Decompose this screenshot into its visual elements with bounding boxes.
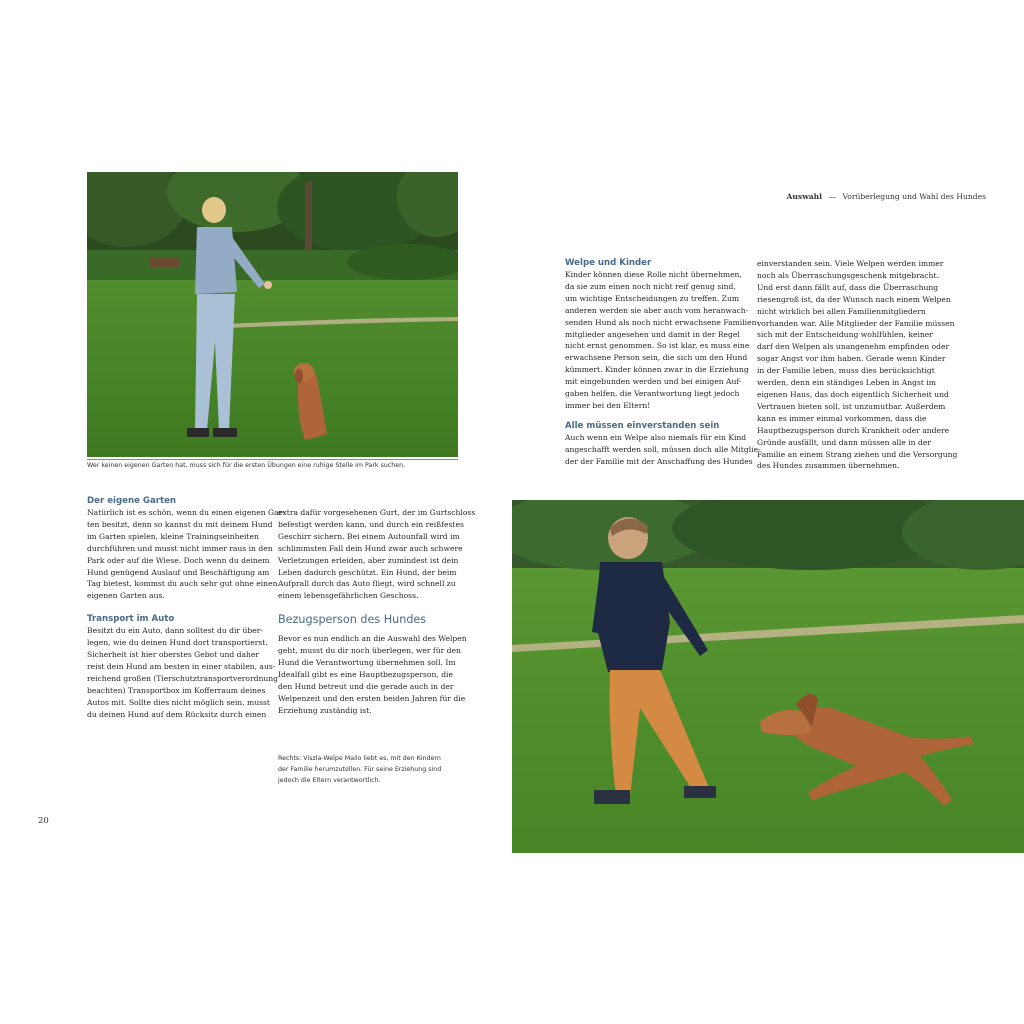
heading-welpe-und-kinder: Welpe und Kinder [565, 258, 652, 268]
text-line: Familie an einem Strang ziehen und die Versorgung [757, 449, 958, 459]
text-line: riesengroß ist, da der Wunsch nach einem Welpen [757, 294, 951, 304]
text-line: Gründe ausfällt, und dann müssen alle in der [757, 437, 931, 447]
text-line: beachten) Transportbox im Kofferraum deines [87, 685, 266, 695]
text-line: ten besitzt, denn so kannst du mit deinem Hund [87, 519, 273, 529]
text-line: Idealfall gibt es eine Hauptbezugsperson, die [278, 669, 453, 679]
text-line: befestigt werden kann, und durch ein reißfestes [278, 519, 464, 529]
text-line: Tag bietest, kommst du auch sehr gut ohne einen [87, 579, 278, 589]
text-line: Aufprall durch das Auto fliegt, wird schnell zu [278, 579, 456, 589]
text-line: Hauptbezugsperson durch Krankheit oder andere [757, 425, 950, 435]
text-line: Hund die Verantwortung übernehmen soll. Im [278, 658, 456, 668]
heading-der-eigene-garten: Der eigene Garten [87, 496, 177, 506]
heading-alle-muessen-einverstanden-sein: Alle müssen einverstanden sein [565, 420, 720, 431]
column-middle [278, 507, 476, 786]
text-line: Bevor es nun endlich an die Auswahl des Welpen [278, 634, 467, 644]
text-einverstanden-continued [757, 258, 957, 472]
text-line: da sie zum einen noch nicht reif genug sind, [565, 281, 736, 291]
text-line: um wichtige Entscheidungen zu treffen. Zum [565, 293, 740, 303]
text-line: Sicherheit ist hier oberstes Gebot und daher [87, 650, 260, 660]
text-line: der der Familie mit der Anschaffung des Hundes [565, 456, 753, 466]
text-line: Vertrauen bieten soll, ist unzumutbar. Außerdem [757, 401, 946, 411]
text-line: legen, wie du deinen Hund dort transportierst. [87, 638, 268, 648]
text-line: kümmert. Kinder können zwar in die Erziehung [565, 365, 749, 375]
text-line: gaben helfen, die Verantwortung liegt jedoch [565, 389, 740, 399]
text-line: mit eingebunden werden und bei einigen Auf- [565, 377, 742, 387]
running-header-section: Auswahl [786, 192, 823, 201]
text-line: einem lebensgefährlichen Geschoss. [278, 591, 419, 601]
text-line: reist dein Hund am besten in einer stabilen, aus- [87, 661, 276, 671]
text-line: Hund genügend Auslauf und Beschäftigung am [87, 567, 270, 577]
text-line: in der Familie leben, muss dies berücksichtigt [757, 366, 935, 376]
text-welpe-und-kinder [565, 269, 760, 412]
text-line: Und erst dann fällt auf, dass die Überraschung [757, 282, 939, 292]
text-line: den Hund betreut und die gerade auch in der [278, 681, 454, 691]
text-line: sich mit der Entscheidung wohlfühlen, keiner [757, 330, 933, 340]
text-line: anderen werden sie aber auch vom heranwach- [565, 305, 749, 315]
text-line: mitglieder angesehen und damit in der Regel [565, 329, 740, 339]
text-line: du deinen Hund auf dem Rücksitz durch einen [87, 709, 267, 719]
text-line: im Garten spielen, kleine Trainingseinheiten [87, 531, 259, 541]
text-line: eigenen Haus, das doch eigentlich Sicherheit und [757, 389, 949, 399]
photo-woman-training-puppy [87, 172, 458, 457]
text-line: Erziehung zuständig ist. [278, 705, 372, 715]
photo-right-caption [278, 753, 462, 786]
photo-top-caption: Wer keinen eigenen Garten hat, muss sich für die ersten Übungen eine ruhige Stelle im Park suchen. [87, 462, 406, 469]
text-line: Natürlich ist es schön, wenn du einen eigenen Gar- [87, 508, 285, 517]
running-header [787, 192, 987, 201]
text-line: Autos mit. Sollte dies nicht möglich sein, musst [87, 697, 270, 707]
text-line: Auch wenn ein Welpe also niemals für ein Kind [565, 432, 747, 442]
page-number: 20 [38, 816, 49, 826]
text-line: Park oder auf die Wiese. Doch wenn du deinem [87, 555, 270, 565]
text-line: nicht wirklich bei allen Familienmitgliedern [757, 306, 926, 316]
text-line: vorhanden war. Alle Mitglieder der Familie müssen [757, 318, 955, 328]
column-right-2 [757, 258, 957, 472]
text-line: kann es immer einmal vorkommen, dass die [757, 413, 927, 423]
text-line: Welpenzeit und den ersten beiden Jahren für die [278, 693, 466, 703]
column-right-1 [565, 257, 761, 468]
text-der-eigene-garten [87, 507, 285, 602]
text-line: durchführen und musst nicht immer raus in den [87, 543, 273, 553]
text-line: Besitzt du ein Auto, dann solltest du dir über- [87, 626, 263, 636]
text-line: nicht ernst genommen. So ist klar, es muss eine [565, 341, 750, 351]
text-line: geht, musst du dir noch überlegen, wer für den [278, 646, 461, 656]
text-line: eigenen Garten aus. [87, 591, 165, 601]
text-line: angeschafft werden soll, müssen doch alle Mitglie- [565, 444, 761, 454]
text-line: schlimmsten Fall dein Hund zwar auch schwere [278, 543, 463, 553]
caption-line: jedoch die Eltern verantwortlich. [278, 776, 381, 784]
running-header-title: Vorüberlegung und Wahl des Hundes [842, 192, 986, 201]
caption-line: Rechts: Viszla-Welpe Mailo liebt es, mit den Kindern [278, 754, 441, 762]
text-bezugsperson [278, 633, 467, 716]
text-line: immer bei den Eltern! [565, 400, 651, 410]
text-transport-im-auto [87, 625, 278, 720]
text-line: noch als Überraschungsgeschenk mitgebracht. [757, 270, 939, 280]
text-line: reichend großen (Tierschutztransportverordnung [87, 673, 278, 683]
caption-line: der Familie herumzutollen. Für seine Erziehung sind [278, 765, 442, 773]
text-line: einverstanden sein. Viele Welpen werden immer [757, 259, 944, 268]
text-line: sogar Angst vor ihm haben. Gerade wenn Kinder [757, 354, 946, 364]
text-alle-muessen-einverstanden-sein [565, 432, 761, 468]
heading-bezugsperson: Bezugsperson des Hundes [278, 613, 427, 627]
column-left [87, 495, 285, 721]
heading-transport-im-auto: Transport im Auto [87, 614, 175, 625]
photo-boy-playing-with-vizsla [512, 500, 1024, 853]
text-line: extra dafür vorgesehenen Gurt, der im Gurtschloss [278, 508, 476, 517]
text-line: Geschirr sichern. Bei einem Autounfall wird im [278, 531, 460, 541]
text-line: darf den Welpen als unangenehm empfinden oder [757, 342, 950, 352]
text-line: senden Hund als noch nicht erwachsene Familien- [565, 317, 760, 327]
text-transport-continued [278, 507, 476, 602]
text-line: Kinder können diese Rolle nicht übernehmen, [565, 270, 742, 279]
text-line: des Hundes zusammen übernehmen. [757, 461, 900, 471]
text-line: Leben dadurch geschützt. Ein Hund, der beim [278, 567, 457, 577]
running-header-separator: — [828, 192, 837, 201]
text-line: werden, denn ein ständiges Leben in Angst im [757, 378, 936, 388]
text-line: erwachsene Person sein, die sich um den Hund [565, 353, 748, 363]
text-line: Verletzungen erleiden, aber zumindest ist dein [278, 555, 459, 565]
